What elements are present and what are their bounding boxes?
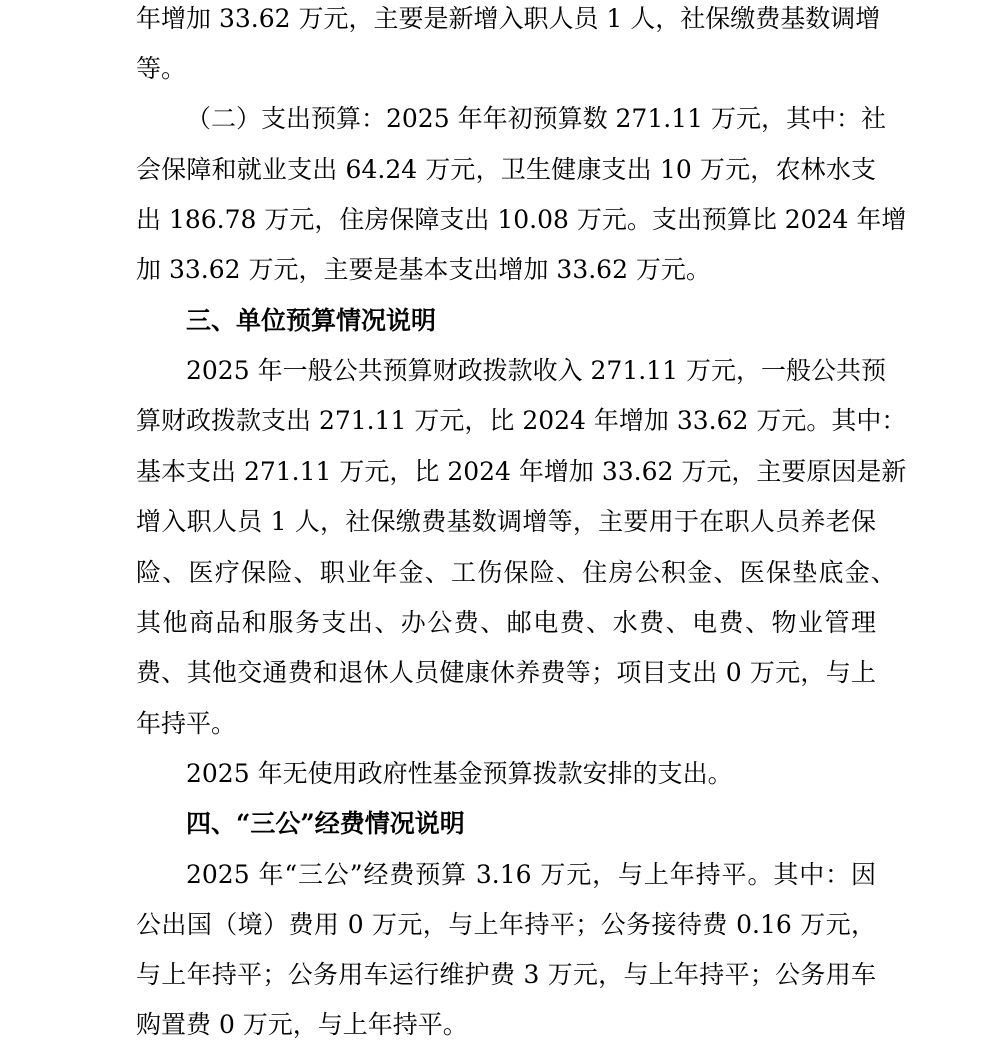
paragraph-line: 2025 年无使用政府性基金预算拨款安排的支出。	[186, 759, 733, 788]
paragraph-line: 算财政拨款支出 271.11 万元，比 2024 年增加 33.62 万元。其中：	[136, 406, 907, 435]
paragraph-line: 基本支出 271.11 万元，比 2024 年增加 33.62 万元，主要原因是新	[136, 457, 907, 486]
paragraph-line: 与上年持平；公务用车运行维护费 3 万元，与上年持平；公务用车	[136, 960, 876, 989]
paragraph-line: 年增加 33.62 万元，主要是新增入职人员 1 人，社保缴费基数调增	[136, 4, 881, 33]
paragraph-line: 险、医疗保险、职业年金、工伤保险、住房公积金、医保垫底金、	[136, 558, 896, 587]
paragraph-line: 2025 年“三公”经费预算 3.16 万元，与上年持平。其中：因	[186, 860, 876, 889]
paragraph-line: 公出国（境）费用 0 万元，与上年持平；公务接待费 0.16 万元，	[136, 910, 876, 939]
paragraph-line: 2025 年一般公共预算财政拨款收入 271.11 万元，一般公共预	[186, 356, 886, 385]
paragraph-line: 其他商品和服务支出、办公费、邮电费、水费、电费、物业管理	[136, 608, 876, 637]
paragraph-line: 增入职人员 1 人，社保缴费基数调增等，主要用于在职人员养老保	[136, 507, 876, 536]
section-heading: 四、“三公”经费情况说明	[186, 809, 465, 838]
paragraph-line: 购置费 0 万元，与上年持平。	[136, 1010, 468, 1039]
paragraph-line: 等。	[136, 54, 187, 83]
paragraph-line: 出 186.78 万元，住房保障支出 10.08 万元。支出预算比 2024 年增	[136, 205, 907, 234]
section-heading: 三、单位预算情况说明	[186, 306, 437, 335]
paragraph-line: 费、其他交通费和退休人员健康休养费等；项目支出 0 万元，与上	[136, 658, 876, 687]
paragraph-line: 加 33.62 万元，主要是基本支出增加 33.62 万元。	[136, 255, 711, 284]
paragraph-line: 会保障和就业支出 64.24 万元，卫生健康支出 10 万元，农林水支	[136, 155, 876, 184]
paragraph-line: 年持平。	[136, 709, 237, 738]
paragraph-line: （二）支出预算：2025 年年初预算数 271.11 万元，其中：社	[186, 104, 886, 133]
